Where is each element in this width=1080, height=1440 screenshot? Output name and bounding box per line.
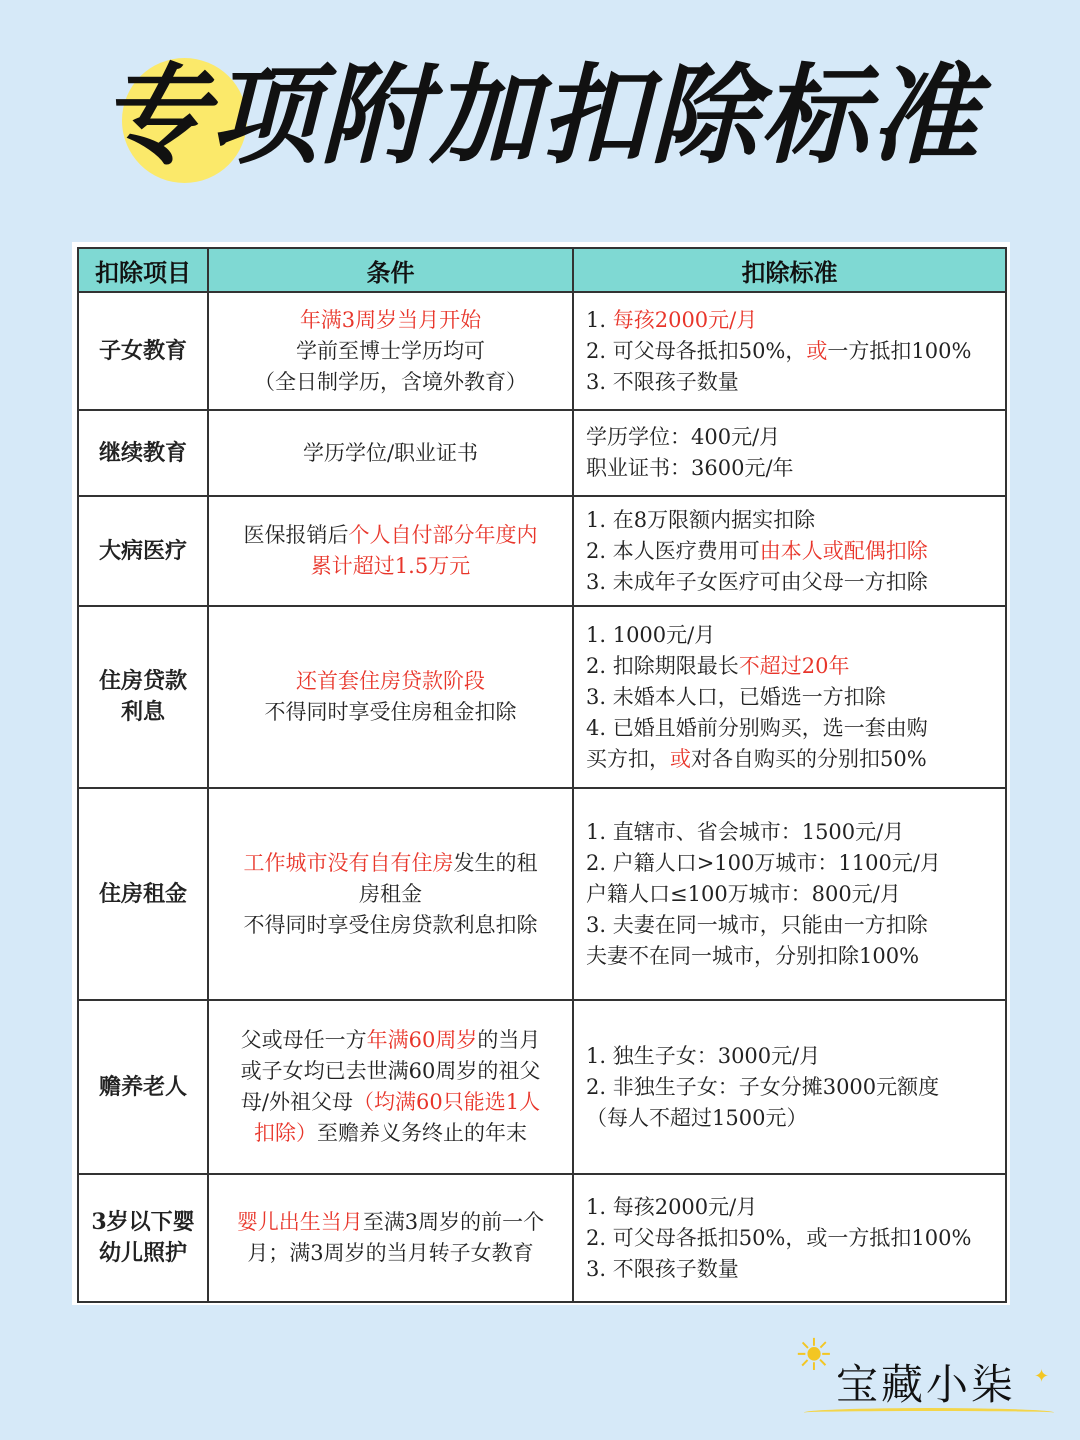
item-label: 赡养老人 [98, 1073, 187, 1100]
row-condition-cell [208, 788, 573, 1000]
text-line [221, 1118, 560, 1149]
text-line [586, 453, 993, 484]
text-line [586, 848, 993, 879]
item-label: 继续教育 [98, 439, 187, 466]
plain-text: 房租金 [359, 881, 422, 906]
plain-text: 3. 夫妻在同一城市，只能由一方扣除 [586, 912, 928, 937]
highlight-text: 年满60周岁 [366, 1028, 478, 1052]
brand-name: 宝藏小柒 [836, 1360, 1017, 1409]
plain-text: 4. 已婚且婚前分别购买，选一套由购 [586, 715, 928, 740]
text-line [586, 620, 993, 651]
row-standard-cell [573, 496, 1006, 606]
text-line [221, 848, 560, 879]
plain-text: 2. 扣除期限最长 [586, 653, 739, 678]
item-label: 住房贷款 [98, 668, 187, 694]
text-line [221, 666, 560, 697]
plain-text: 1. 每孩2000元/月 [586, 1194, 758, 1219]
row-standard-cell [573, 1174, 1006, 1302]
plain-text: 3. 未成年子女医疗可由父母一方扣除 [586, 569, 928, 594]
plain-text: 2. 户籍人口>100万城市：1100元/月 [586, 850, 941, 875]
plain-text: 医保报销后 [243, 523, 349, 547]
text-line [586, 567, 993, 598]
plain-text: 3. 不限孩子数量 [586, 1256, 739, 1281]
row-standard-cell [573, 606, 1006, 788]
row-standard-cell [573, 1000, 1006, 1174]
plain-text: 3. 不限孩子数量 [586, 369, 739, 394]
highlight-text: 个人自付部分年度内 [348, 523, 538, 547]
text-line [586, 682, 993, 713]
plain-text: 一方抵扣100% [827, 338, 972, 363]
plain-text: 3. 未婚本人口，已婚选一方扣除 [586, 684, 886, 709]
row-item-cell [78, 1000, 208, 1174]
item-label: 3岁以下婴 [91, 1209, 195, 1235]
plain-text: 学前至博士学历均可 [296, 338, 485, 363]
text-line [221, 551, 560, 582]
plain-text: 至满3周岁的前一个 [362, 1210, 545, 1234]
plain-text: 1. 直辖市、省会城市：1500元/月 [586, 819, 905, 844]
plain-text: 2. 可父母各抵扣50%，或一方抵扣100% [586, 1225, 972, 1250]
row-standard-cell [573, 410, 1006, 496]
sun-icon: ☀ [794, 1330, 834, 1381]
row-item-cell [78, 292, 208, 410]
sparkle-icon: ✦ [1034, 1366, 1050, 1387]
item-label: 大病医疗 [98, 537, 187, 564]
text-line [586, 910, 993, 941]
plain-text: 2. 可父母各抵扣50%， [586, 338, 807, 363]
row-item-cell [78, 788, 208, 1000]
text-line [586, 713, 993, 744]
plain-text: 职业证书：3600元/年 [586, 456, 794, 480]
table-row [78, 410, 1006, 496]
header-condition: 条件 [208, 248, 573, 292]
highlight-text: 不超过20年 [738, 653, 850, 678]
highlight-text: 由本人或配偶扣除 [759, 538, 928, 563]
plain-text: 发生的租 [453, 850, 538, 875]
plain-text: 2. 非独生子女：子女分摊3000元额度 [586, 1074, 940, 1099]
text-line [586, 305, 993, 336]
table-row [78, 292, 1006, 410]
row-condition-cell [208, 1000, 573, 1174]
plain-text: 的当月 [477, 1028, 541, 1052]
text-line [221, 1025, 560, 1056]
page-title: 专项附加扣除标准 [99, 54, 980, 179]
highlight-text: （均满60只能选1人 [352, 1090, 541, 1114]
deduction-table-card [72, 242, 1010, 1305]
highlight-text: 扣除） [254, 1121, 317, 1145]
plain-text: 对各自购买的分别扣50% [691, 746, 927, 771]
plain-text: 1. 独生子女：3000元/月 [586, 1043, 821, 1068]
item-label: 利息 [120, 699, 165, 725]
row-condition-cell [208, 1174, 573, 1302]
text-line [221, 1207, 560, 1238]
plain-text: （全日制学历，含境外教育） [254, 369, 527, 394]
row-condition-cell [208, 496, 573, 606]
text-line [221, 910, 560, 941]
plain-text: 户籍人口≤100万城市：800元/月 [586, 881, 901, 906]
row-item-cell [78, 496, 208, 606]
text-line [586, 536, 993, 567]
table-row [78, 496, 1006, 606]
text-line [586, 1254, 993, 1285]
plain-text: 买方扣， [586, 746, 670, 771]
text-line [586, 879, 993, 910]
plain-text: 至赡养义务终止的年末 [317, 1121, 527, 1145]
text-line [586, 1041, 993, 1072]
text-line [221, 697, 560, 728]
table-row [78, 606, 1006, 788]
plain-text: 父或母任一方 [240, 1028, 367, 1052]
plain-text: 1. 在8万限额内据实扣除 [586, 507, 816, 532]
row-condition-cell [208, 410, 573, 496]
brand-underline [804, 1408, 1054, 1417]
text-line [221, 520, 560, 551]
text-line [586, 1103, 993, 1134]
plain-text: 月；满3周岁的当月转子女教育 [247, 1241, 534, 1265]
highlight-text: 累计超过1.5万元 [310, 554, 471, 578]
item-label: 幼儿照护 [98, 1240, 187, 1266]
text-line [221, 336, 560, 367]
row-item-cell [78, 1174, 208, 1302]
text-line [586, 336, 993, 367]
text-line [586, 367, 993, 398]
text-line [221, 879, 560, 910]
footer-brand [790, 1330, 1060, 1430]
text-line [221, 305, 560, 336]
highlight-text: 婴儿出生当月 [236, 1210, 363, 1234]
item-label: 子女教育 [98, 337, 187, 364]
plain-text: 2. 本人医疗费用可 [586, 538, 760, 563]
text-line [221, 367, 560, 398]
text-line [586, 1192, 993, 1223]
plain-text: 或子女均已去世满60周岁的祖父 [240, 1059, 541, 1083]
row-standard-cell [573, 788, 1006, 1000]
text-line [586, 505, 993, 536]
plain-text: 不得同时享受住房贷款利息扣除 [243, 912, 538, 937]
highlight-text: 或 [670, 746, 691, 771]
text-line [221, 1087, 560, 1118]
highlight-text: 工作城市没有自有住房 [243, 850, 454, 875]
text-line [586, 422, 993, 453]
plain-text: （每人不超过1500元） [586, 1105, 808, 1130]
highlight-text: 每孩2000元/月 [612, 307, 758, 332]
table-row [78, 1174, 1006, 1302]
row-condition-cell [208, 606, 573, 788]
text-line [586, 817, 993, 848]
plain-text: 1. [586, 307, 613, 332]
row-standard-cell [573, 292, 1006, 410]
row-item-cell [78, 606, 208, 788]
highlight-text: 还首套住房贷款阶段 [296, 669, 485, 693]
table-row [78, 1000, 1006, 1174]
header-standard: 扣除标准 [573, 248, 1006, 292]
text-line [221, 1056, 560, 1087]
row-item-cell [78, 410, 208, 496]
plain-text: 不得同时享受住房租金扣除 [264, 700, 517, 724]
header-item: 扣除项目 [78, 248, 208, 292]
table-header-row [78, 248, 1006, 292]
highlight-text: 年满3周岁当月开始 [299, 307, 482, 332]
text-line [586, 744, 993, 775]
row-condition-cell [208, 292, 573, 410]
text-line [586, 941, 993, 972]
text-line [586, 1223, 993, 1254]
table-row [78, 788, 1006, 1000]
text-line [586, 1072, 993, 1103]
item-label: 住房租金 [98, 880, 187, 907]
plain-text: 母/外祖父母 [240, 1090, 353, 1114]
plain-text: 学历学位：400元/月 [586, 425, 781, 449]
text-line [221, 438, 560, 469]
text-line [221, 1238, 560, 1269]
deduction-table [77, 247, 1007, 1303]
plain-text: 夫妻不在同一城市，分别扣除100% [586, 943, 920, 968]
plain-text: 学历学位/职业证书 [302, 440, 479, 465]
text-line [586, 651, 993, 682]
plain-text: 1. 1000元/月 [586, 622, 716, 647]
highlight-text: 或 [806, 338, 828, 363]
title-area [0, 40, 1080, 210]
